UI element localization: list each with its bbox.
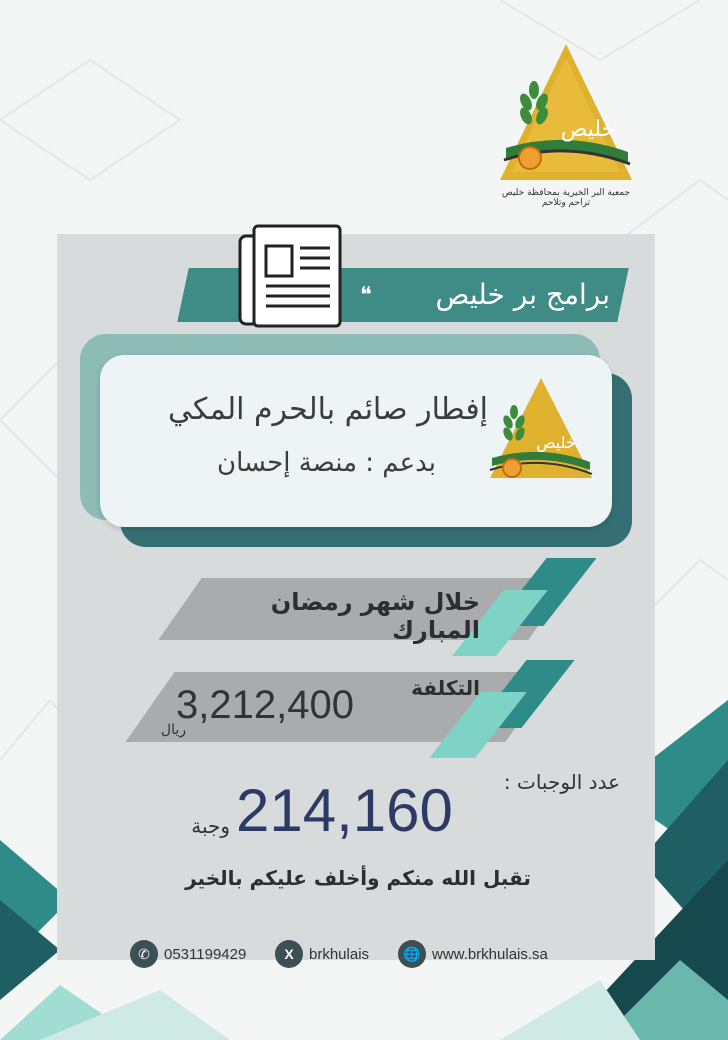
phone-icon: ✆ — [130, 940, 158, 968]
page-title: برامج بر خليص — [435, 278, 610, 311]
contact-website[interactable] — [398, 936, 548, 972]
duration-text: خلال شهر رمضان المبارك — [270, 588, 480, 644]
program-sponsor: بدعم : منصة إحسان — [216, 448, 436, 478]
meals-value: 214,160 — [236, 777, 453, 844]
closing-prayer: تقبل الله منكم وأخلف عليكم بالخير — [185, 866, 531, 890]
contact-phone[interactable] — [130, 936, 246, 972]
meals-label: عدد الوجبات : — [503, 770, 620, 794]
cost-value: 3,212,400 — [176, 683, 354, 727]
organization-logo — [496, 40, 636, 220]
logo-caption: جمعية البر الخيرية بمحافظة خليص — [501, 188, 631, 198]
x-icon: X — [275, 940, 303, 968]
x-handle: brkhulais — [309, 945, 370, 963]
svg-text:خليص: خليص — [536, 433, 576, 452]
phone-number: 0531199429 — [164, 945, 247, 963]
program-title: إفطار صائم بالحرم المكي — [168, 392, 488, 427]
logo-tagline: تراحم وتلاحم — [541, 198, 591, 208]
card-logo — [486, 374, 596, 494]
meals-unit: وجبة — [191, 814, 230, 838]
contact-x[interactable] — [275, 936, 369, 972]
globe-icon: 🌐 — [398, 940, 426, 968]
quote-mark: ❝ — [360, 283, 372, 308]
cost-label: التكلفة — [411, 676, 480, 700]
newspaper-icon — [236, 222, 346, 330]
svg-text:خليص: خليص — [560, 117, 616, 142]
website-url: www.brkhulais.sa — [432, 945, 548, 963]
cost-unit: ريال — [160, 722, 186, 738]
